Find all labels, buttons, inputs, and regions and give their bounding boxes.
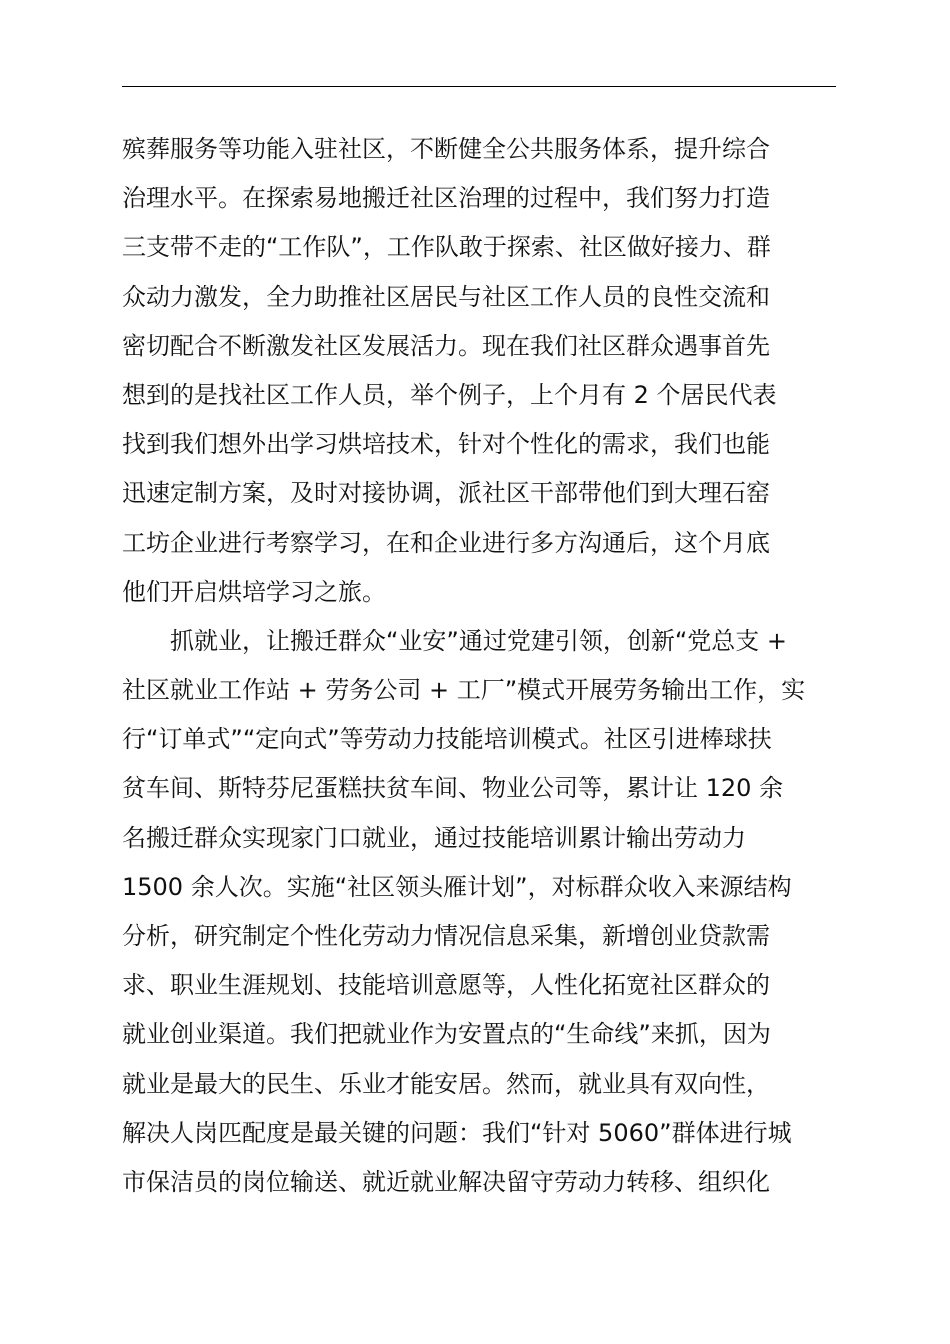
text-line: 治理水平。在探索易地搬迁社区治理的过程中，我们努力打造 xyxy=(122,184,770,213)
text-line: 他们开启烘培学习之旅。 xyxy=(122,577,386,606)
text-line: 三支带不走的“工作队”，工作队敢于探索、社区做好接力、群 xyxy=(122,233,771,262)
text-line: 贫车间、斯特芬尼蛋糕扶贫车间、物业公司等，累计让 120 余 xyxy=(122,774,784,803)
text-line: 工坊企业进行考察学习，在和企业进行多方沟通后，这个月底 xyxy=(122,528,770,557)
text-line: 密切配合不断激发社区发展活力。现在我们社区群众遇事首先 xyxy=(122,331,770,360)
text-line: 解决人岗匹配度是最关键的问题：我们“针对 5060”群体进行城 xyxy=(122,1118,792,1147)
text-line: 1500 余人次。实施“社区领头雁计划”，对标群众收入来源结构 xyxy=(122,872,792,901)
text-line: 找到我们想外出学习烘培技术，针对个性化的需求，我们也能 xyxy=(122,430,770,459)
text-line: 行“订单式”“定向式”等劳动力技能培训模式。社区引进棒球扶 xyxy=(122,725,772,754)
text-line: 社区就业工作站 + 劳务公司 + 工厂”模式开展劳务输出工作，实 xyxy=(122,676,806,705)
body-text xyxy=(122,125,836,1207)
text-line: 市保洁员的岗位输送、就近就业解决留守劳动力转移、组织化 xyxy=(122,1167,770,1196)
text-line: 就业是最大的民生、乐业才能安居。然而，就业具有双向性， xyxy=(122,1069,770,1098)
text-line: 众动力激发，全力助推社区居民与社区工作人员的良性交流和 xyxy=(122,282,770,311)
text-line: 求、职业生涯规划、技能培训意愿等，人性化拓宽社区群众的 xyxy=(122,971,770,1000)
paragraph-start-line: 抓就业，让搬迁群众“业安”通过党建引领，创新“党总支 + xyxy=(170,626,788,655)
text-line: 就业创业渠道。我们把就业作为安置点的“生命线”来抓，因为 xyxy=(122,1020,771,1049)
text-line: 殡葬服务等功能入驻社区，不断健全公共服务体系，提升综合 xyxy=(122,135,770,163)
header-rule xyxy=(122,86,836,87)
text-line: 迅速定制方案，及时对接协调，派社区干部带他们到大理石窑 xyxy=(122,479,770,508)
text-line: 想到的是找社区工作人员，举个例子，上个月有 2 个居民代表 xyxy=(122,380,777,409)
text-line: 名搬迁群众实现家门口就业，通过技能培训累计输出劳动力 xyxy=(122,823,746,852)
text-line: 分析，研究制定个性化劳动力情况信息采集，新增创业贷款需 xyxy=(122,922,770,950)
